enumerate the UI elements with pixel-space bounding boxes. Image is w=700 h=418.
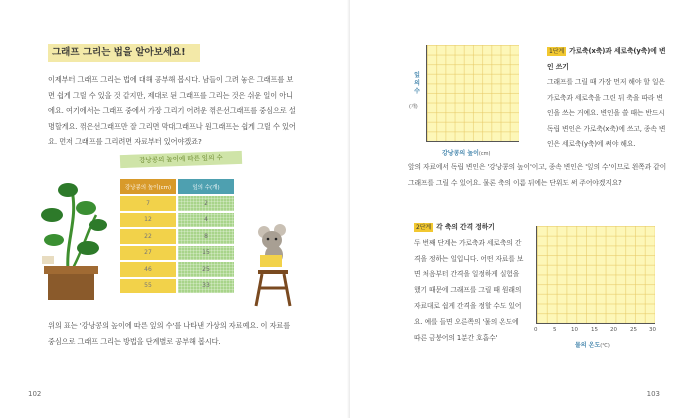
step1-text: 그래프를 그릴 때 가장 먼저 해야 할 일은 가로축과 세로축을 그린 뒤 축을 따라 변인을 쓰는 거예요. 변인을 쓸 때는 반드시 독립 변인은 가로축(x축)에 쓰고, 종속 변인은 세로축(y축)에 써야 해요. [547,78,666,148]
step1-label: 1단계 [549,48,565,55]
graph1-x-label-text: 강낭콩의 높이 [442,150,479,157]
table-cell-height: 7 [120,196,176,211]
table-row [120,279,234,294]
page-title: 그래프 그리는 법을 알아보세요! [48,44,200,62]
graph2-x-unit: (℃) [600,343,610,349]
graph1-y-unit: (개) [409,104,418,110]
table-cell-leaves: 15 [178,246,234,261]
step2-text: 두 번째 단계는 가로축과 세로축의 간격을 정하는 일입니다. 어떤 자료를 보면 처음부터 간격을 일정하게 실험을 했기 때문에 그래프를 그릴 때 원래의 자료대로 쉽게 간격을 정할 수도 있어요. 예를 들면 오른쪽의 '물의 온도에 따른 금붕어의 1분간 호흡수' [414,238,524,342]
table-cell-height: 46 [120,262,176,277]
table-cell-height: 12 [120,213,176,228]
graph2-tick: 0 [534,327,538,333]
table-cell-height: 22 [120,229,176,244]
data-table [118,177,236,295]
table-title: 강낭콩의 높이에 따른 잎의 수 [120,151,242,168]
graph1-y-label: 잎의 수 [414,72,420,95]
table-cell-leaves: 8 [178,229,234,244]
table-header-height: 강낭콩의 높이(cm) [120,179,176,194]
bean-plant-illustration [38,170,110,305]
table-row [120,246,234,261]
intro-paragraph: 이제부터 그래프 그리는 법에 대해 공부해 봅시다. 남들이 그려 놓은 그래프를 보면 쉽게 그릴 수 있을 것 같지만, 제대로 된 그래프를 그리는 것은 쉬운 일이 아니에요. 여기에서는 그래프 중에서 가장 그리기 어려운 꺾은선그래프를 중심으로 설명할게요. 꺾은선그래프만 잘 그리면 막대그래프나 원그래프는 쉽게 그릴 수 있어요. 먼저 그래프를 그리려면 자료부터 있어야겠죠? [48,75,296,146]
graph2-tick: 20 [610,327,617,333]
table-cell-height: 27 [120,246,176,261]
graph2-tick: 5 [553,327,557,333]
table-row [120,196,234,211]
table-row [120,229,234,244]
graph2-x-label [575,340,610,349]
graph2-x-label-text: 물의 온도 [575,342,601,349]
table-row [120,262,234,277]
step2-heading: 각 축의 간격 정하기 [436,223,495,231]
table-cell-leaves: 2 [178,196,234,211]
table-cell-height: 55 [120,279,176,294]
step1-block [547,44,667,153]
page-number-left: 102 [28,390,42,398]
table-cell-leaves: 25 [178,262,234,277]
step2-label: 2단계 [416,224,432,231]
mouse-illustration [250,222,300,307]
step1-heading: 가로축(x축)과 세로축(y축)에 변인 쓰기 [547,47,666,71]
page-number-right: 103 [646,390,660,398]
step2-block [414,220,526,346]
graph2-tick: 10 [571,327,578,333]
step1-text-continued: 앞의 자료에서 독립 변인은 '강낭콩의 높이'이고, 종속 변인은 '잎의 수'이므로 왼쪽과 같이 그래프를 그릴 수 있어요. 물론 축의 이름 뒤에는 단위도 써 주어야겠지요? [408,163,667,187]
table-cell-leaves: 4 [178,213,234,228]
graph1-grid [426,45,519,142]
table-cell-leaves: 33 [178,279,234,294]
graph2-tick: 30 [649,327,656,333]
graph1-x-label [442,148,490,157]
graph2-tick: 25 [630,327,637,333]
graph2-tick: 15 [591,327,598,333]
graph2-grid [536,226,655,324]
outro-paragraph: 위의 표는 '강낭콩의 높이에 따른 잎의 수'를 나타낸 가상의 자료예요. 이 자료를 중심으로 그래프 그리는 방법을 단계별로 공부해 봅시다. [48,321,291,346]
table-header-leaves: 잎의 수(개) [178,179,234,194]
graph1-x-unit: (cm) [478,151,491,157]
table-row [120,213,234,228]
